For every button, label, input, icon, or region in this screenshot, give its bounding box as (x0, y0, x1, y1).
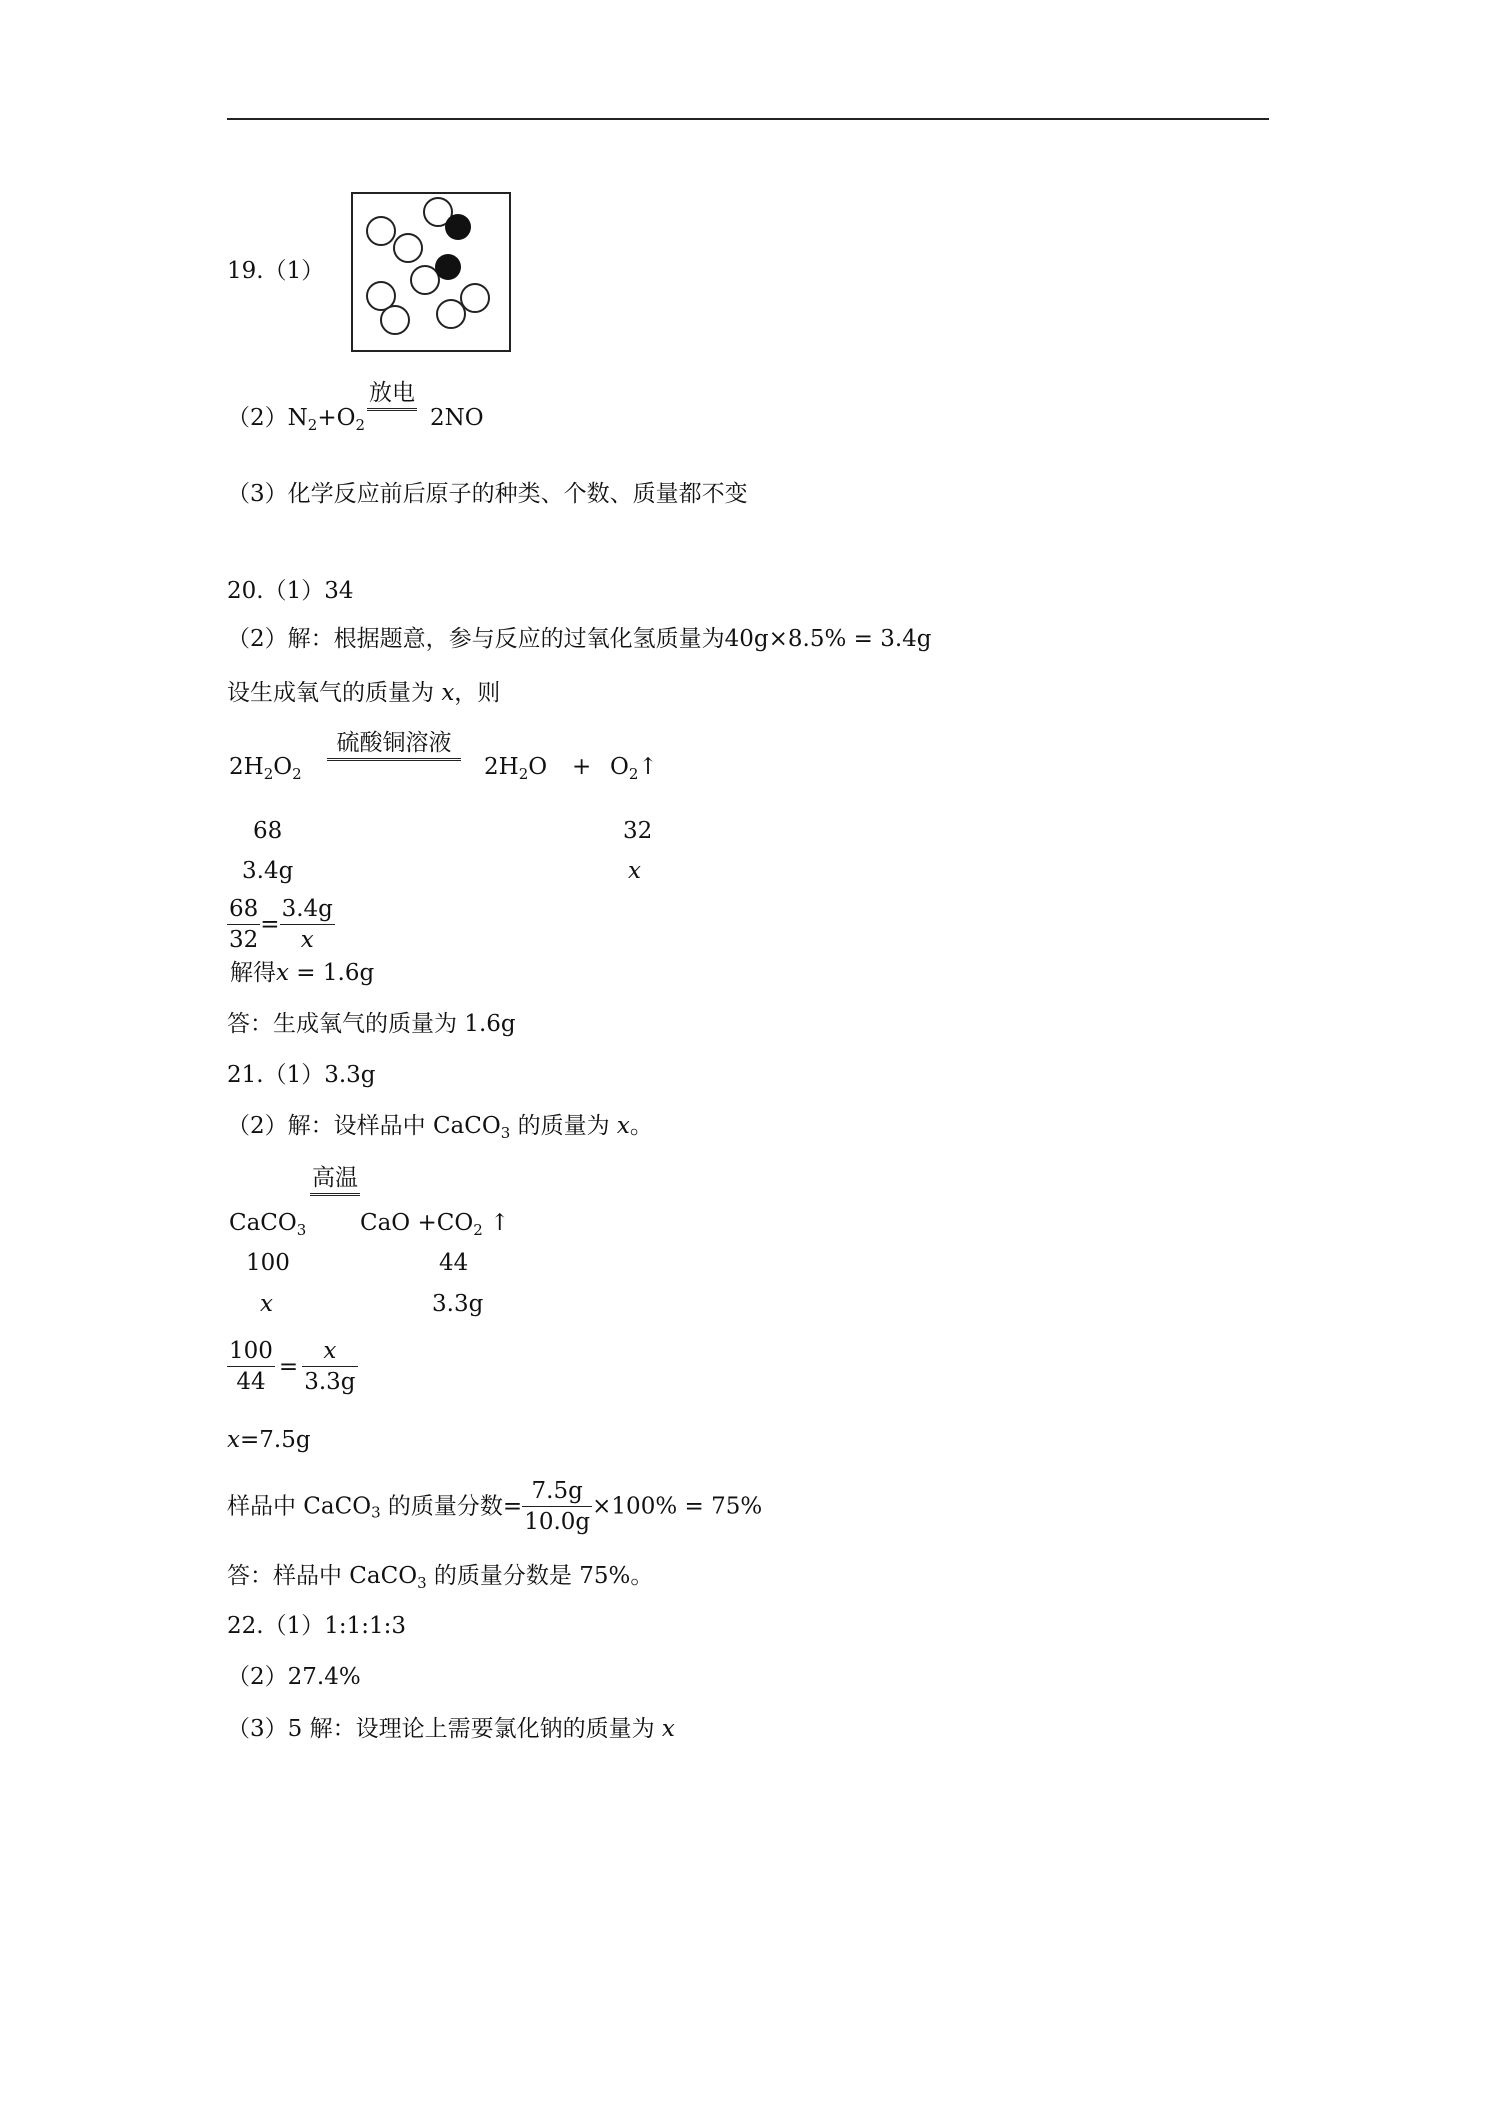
q20-proportion (227, 894, 335, 955)
q20-solve-value: = 1.6g (288, 960, 375, 986)
q19-part2-prefix: （2） (227, 405, 288, 431)
q20-mass-right: 32 (623, 818, 653, 844)
q21-frac-num: 100 (227, 1336, 275, 1367)
q21-eq-sub: 3 (296, 1221, 307, 1239)
q21-frac-num: x (302, 1336, 357, 1367)
q20-eq-sub: 2 (628, 765, 639, 783)
q20-frac-num: 68 (227, 894, 260, 925)
q21-text: 的质量为 (510, 1113, 617, 1139)
q21-eq-arrow: ↑ (490, 1210, 510, 1236)
particle-empty (437, 300, 465, 328)
q20-eq-sub: 2 (263, 765, 274, 783)
particle-empty (411, 266, 439, 294)
particle-filled (445, 214, 471, 240)
q21-sub: 3 (417, 1574, 427, 1592)
q19-condition: 放电 (367, 378, 417, 411)
q22-part2: （2）27.4% (227, 1664, 361, 1690)
particle-filled (435, 254, 461, 280)
q21-proportion (227, 1336, 358, 1397)
header-rule (227, 118, 1269, 120)
q21-mass-right: 44 (439, 1250, 469, 1276)
q21-x-value: =7.5g (239, 1427, 311, 1453)
q21-eq-lhs (229, 1208, 306, 1245)
q21-equals: = (278, 1353, 299, 1380)
q21-frac-den: 3.3g (304, 1369, 356, 1395)
q20-frac-den: x (300, 927, 314, 953)
q20-set-text: 设生成氧气的质量为 (227, 680, 434, 706)
q21-eq-rhs (360, 1208, 509, 1245)
q21-text: 。 (629, 1113, 653, 1139)
q19-product: 2NO (430, 405, 484, 431)
q20-eq-sub: 2 (292, 765, 302, 783)
q21-frac-den: 10.0g (524, 1509, 591, 1535)
q21-part1: 21.（1）3.3g (227, 1062, 376, 1088)
q21-percent-fraction (522, 1476, 592, 1537)
q22-text: （3）5 解：设理论上需要氯化钠的质量为 (227, 1716, 662, 1742)
q20-mass-left: 68 (253, 818, 283, 844)
q19-sub: 2 (307, 416, 318, 434)
q21-sub: 3 (371, 1503, 381, 1522)
particle-diagram (351, 192, 511, 352)
q20-fraction-a (227, 894, 260, 955)
q20-eq-plus: + (572, 754, 592, 780)
q21-text: 样品中 CaCO (227, 1493, 372, 1520)
q21-text: （2）解：设样品中 CaCO (227, 1113, 501, 1139)
q21-percentage (227, 1476, 762, 1537)
q20-part1: 20.（1）34 (227, 578, 354, 604)
q19-sub: 2 (355, 416, 365, 434)
q20-value-left: 3.4g (242, 858, 294, 884)
q19-part2 (227, 403, 365, 440)
q20-answer: 答：生成氧气的质量为 1.6g (227, 1011, 516, 1037)
particle-empty (394, 234, 422, 262)
q22-var: x (661, 1716, 675, 1742)
q19-label: 19.（1） (227, 258, 325, 284)
q20-value-right: x (628, 858, 641, 884)
q20-fraction-b (280, 894, 335, 955)
q21-answer (227, 1561, 653, 1598)
q22-part1: 22.（1）1:1:1:3 (227, 1613, 406, 1639)
q20-eq-rhs (484, 752, 547, 789)
q21-x-result (227, 1425, 311, 1455)
q21-fraction-b (302, 1336, 357, 1397)
q20-part2: （2）解：根据题意，参与反应的过氧化氢质量为40g×8.5% = 3.4g (227, 626, 932, 652)
q20-equals: = (260, 911, 280, 938)
q20-condition: 硫酸铜溶液 (327, 728, 461, 761)
q21-fraction-a (227, 1336, 275, 1397)
particle-empty (381, 306, 409, 334)
q20-eq-text: 2H (229, 754, 264, 780)
q21-eq-text: CaO +CO (360, 1210, 474, 1236)
particle-diagram-svg (353, 194, 509, 350)
q21-part2 (227, 1111, 653, 1148)
q20-solve-text: 解得 (230, 960, 276, 986)
q21-var: x (616, 1113, 630, 1139)
q20-solve (230, 958, 374, 988)
q21-value-right: 3.3g (432, 1291, 484, 1317)
q21-frac-num: 7.5g (522, 1476, 592, 1507)
q21-value-left: x (260, 1291, 273, 1317)
q21-eq-text: CaCO (229, 1210, 297, 1236)
q20-frac-den: 32 (229, 927, 259, 953)
q20-then: ，则 (454, 680, 501, 706)
q20-solve-var: x (276, 960, 289, 986)
particle-empty (461, 284, 489, 312)
q21-percent-result: ×100% = 75% (592, 1493, 763, 1520)
q20-eq-text: O (610, 754, 629, 780)
particle-empty (367, 217, 395, 245)
q20-eq-text: 2H (484, 754, 519, 780)
q20-frac-num: 3.4g (280, 894, 335, 925)
q21-x-var: x (227, 1427, 240, 1453)
q20-var: x (441, 680, 455, 706)
q19-plus: +O (317, 405, 356, 431)
q21-text: 的质量分数是 75%。 (426, 1563, 654, 1589)
q21-condition: 高温 (310, 1163, 360, 1196)
q21-frac-den: 44 (236, 1369, 266, 1395)
q21-mass-left: 100 (246, 1250, 290, 1276)
q21-eq-sub: 2 (473, 1221, 483, 1239)
q21-text: 答：样品中 CaCO (227, 1563, 418, 1589)
q20-eq-o2 (610, 752, 658, 789)
q19-reactant: N (287, 405, 308, 431)
q21-text: 的质量分数= (380, 1493, 523, 1520)
q21-sub: 3 (500, 1124, 511, 1142)
q20-eq-sub: 2 (518, 765, 529, 783)
q20-eq-lhs (229, 752, 302, 789)
q20-eq-text: O (273, 754, 293, 780)
q19-part3: （3）化学反应前后原子的种类、个数、质量都不变 (227, 481, 748, 507)
q20-set (227, 678, 500, 708)
q20-eq-text: O (528, 754, 548, 780)
q20-eq-arrow: ↑ (638, 754, 658, 780)
q22-part3 (227, 1714, 675, 1744)
